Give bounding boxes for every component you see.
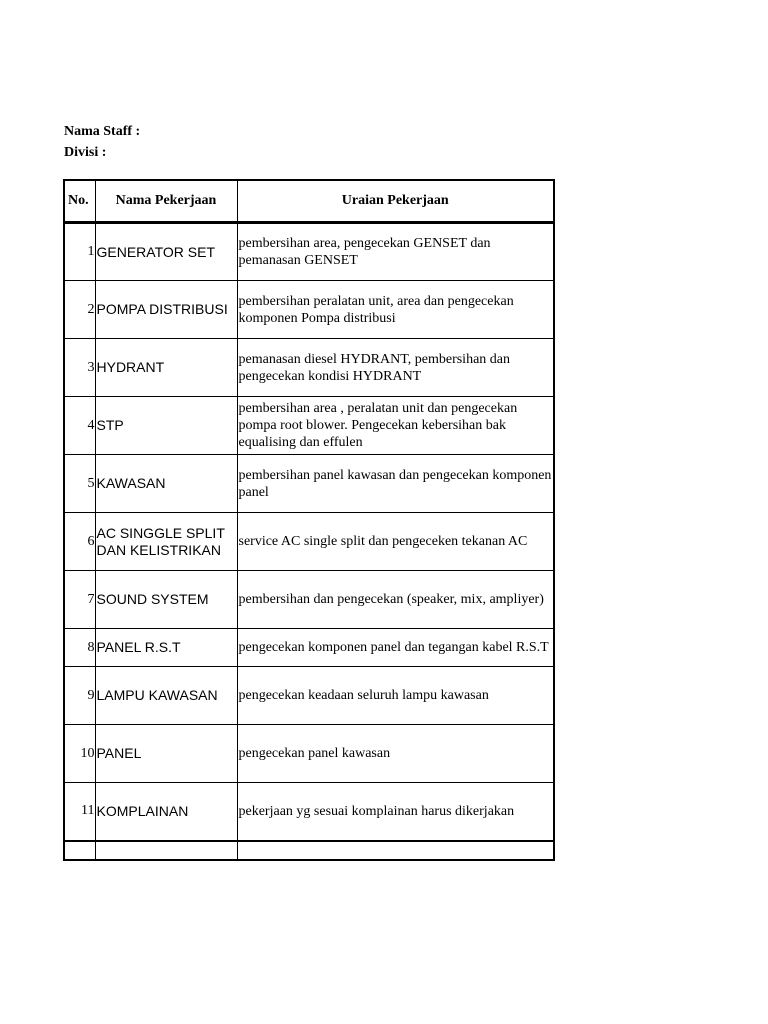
row-number: 11: [64, 783, 95, 841]
row-number: 7: [64, 571, 95, 629]
job-name: AC SINGGLE SPLIT DAN KELISTRIKAN: [95, 513, 237, 571]
job-name: LAMPU KAWASAN: [95, 667, 237, 725]
table-row: [64, 281, 554, 339]
job-name: KAWASAN: [95, 455, 237, 513]
column-header-no: No.: [64, 180, 95, 223]
job-description: service AC single split dan pengeceken tekanan AC: [237, 513, 554, 571]
table-row: [64, 397, 554, 455]
row-number: 6: [64, 513, 95, 571]
staff-name-label: Nama Staff :: [64, 124, 141, 139]
job-description: pembersihan panel kawasan dan pengecekan komponen panel: [237, 455, 554, 513]
job-description: pemanasan diesel HYDRANT, pembersihan dan pengecekan kondisi HYDRANT: [237, 339, 554, 397]
column-header-job-description: Uraian Pekerjaan: [237, 180, 554, 223]
job-description: pekerjaan yg sesuai komplainan harus dikerjakan: [237, 783, 554, 841]
table-row: [64, 223, 554, 281]
document-header: [64, 121, 140, 163]
table-row: [64, 783, 554, 841]
row-number: 2: [64, 281, 95, 339]
job-name: STP: [95, 397, 237, 455]
job-name: POMPA DISTRIBUSI: [95, 281, 237, 339]
row-number: 4: [64, 397, 95, 455]
empty-cell: [237, 841, 554, 860]
row-number: 10: [64, 725, 95, 783]
table-row: [64, 629, 554, 667]
job-name: PANEL R.S.T: [95, 629, 237, 667]
table-row: [64, 725, 554, 783]
job-name: HYDRANT: [95, 339, 237, 397]
empty-table-row: [64, 841, 554, 860]
table-body: [64, 223, 554, 860]
job-description: pembersihan area , peralatan unit dan pengecekan pompa root blower. Pengecekan kebersihan bak equalising dan effulen: [237, 397, 554, 455]
table-row: [64, 571, 554, 629]
row-number: 5: [64, 455, 95, 513]
row-number: 9: [64, 667, 95, 725]
table-row: [64, 513, 554, 571]
division-label: Divisi :: [64, 145, 107, 160]
row-number: 3: [64, 339, 95, 397]
job-description: pengecekan komponen panel dan tegangan kabel R.S.T: [237, 629, 554, 667]
job-description: pembersihan peralatan unit, area dan pengecekan komponen Pompa distribusi: [237, 281, 554, 339]
job-description: pengecekan keadaan seluruh lampu kawasan: [237, 667, 554, 725]
job-table: [63, 179, 555, 861]
row-number: 1: [64, 223, 95, 281]
row-number: 8: [64, 629, 95, 667]
table-header: [64, 180, 554, 223]
job-description: pembersihan area, pengecekan GENSET dan pemanasan GENSET: [237, 223, 554, 281]
table-row: [64, 339, 554, 397]
column-header-job-name: Nama Pekerjaan: [95, 180, 237, 223]
empty-cell: [95, 841, 237, 860]
table-row: [64, 455, 554, 513]
job-name: GENERATOR SET: [95, 223, 237, 281]
table-row: [64, 667, 554, 725]
empty-cell: [64, 841, 95, 860]
job-description: pembersihan dan pengecekan (speaker, mix, ampliyer): [237, 571, 554, 629]
job-name: PANEL: [95, 725, 237, 783]
job-name: KOMPLAINAN: [95, 783, 237, 841]
job-description: pengecekan panel kawasan: [237, 725, 554, 783]
job-name: SOUND SYSTEM: [95, 571, 237, 629]
